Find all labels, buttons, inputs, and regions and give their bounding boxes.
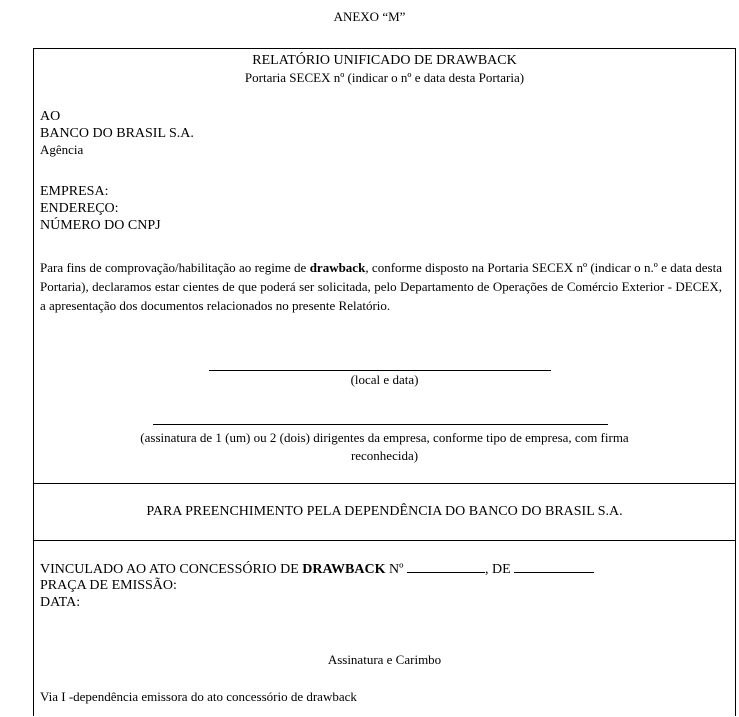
company-name-label: EMPRESA: xyxy=(40,184,109,199)
signature-line xyxy=(153,424,608,425)
report-subtitle: Portaria SECEX nº (indicar o nº e data desta Portaria) xyxy=(244,70,525,85)
praca-emissao-label: PRAÇA DE EMISSÃO: xyxy=(40,578,177,593)
report-form-frame xyxy=(33,48,736,716)
bank-section-body xyxy=(34,541,735,717)
company-block xyxy=(40,183,161,234)
vinculado-bold: DRAWBACK xyxy=(302,562,386,577)
addressee-block xyxy=(40,108,194,158)
company-cnpj-label: NÚMERO DO CNPJ xyxy=(40,218,161,233)
declaration-part1: Para fins de comprovação/habilitação ao regime de xyxy=(40,260,310,275)
declaration-paragraph xyxy=(40,258,722,315)
declaration-bold-term: drawback xyxy=(309,260,366,275)
vinculado-de-label: , DE xyxy=(484,562,515,577)
addressee-line-agency: Agência xyxy=(40,142,84,157)
vinculado-prefix: VINCULADO AO ATO CONCESSÓRIO DE xyxy=(40,562,303,577)
addressee-line-ao: AO xyxy=(40,109,61,124)
declaration-part2: , conforme disposto na Portaria SECEX nº (indicar o n.º e data desta Portaria), declaramos estar cientes de que poderá ser solicitada, pelo Departamento de Operações de Comércio Exterior - DECEX, a apresentação dos documentos relacionados no presente Relatório. xyxy=(40,260,722,313)
act-number-blank xyxy=(407,560,485,573)
act-date-blank xyxy=(514,560,594,573)
via-label: Via I -dependência emissora do ato concessório de drawback xyxy=(40,689,357,704)
stamp-label: Assinatura e Carimbo xyxy=(327,652,442,667)
report-title: RELATÓRIO UNIFICADO DE DRAWBACK xyxy=(252,53,517,68)
data-label: DATA: xyxy=(40,595,81,610)
signature-label-line2: reconhecida) xyxy=(350,448,419,463)
signature-label-line1: (assinatura de 1 (um) ou 2 (dois) dirigentes da empresa, conforme tipo de empresa, com firma xyxy=(140,430,629,445)
bank-section-title: PARA PREENCHIMENTO PELA DEPENDÊNCIA DO BANCO DO BRASIL S.A. xyxy=(146,504,623,519)
addressee-line-bank: BANCO DO BRASIL S.A. xyxy=(40,126,194,141)
place-date-label: (local e data) xyxy=(350,372,419,387)
vinculado-number-label: Nº xyxy=(385,562,407,577)
report-main-section xyxy=(34,49,735,484)
vinculado-line xyxy=(40,560,594,578)
annex-title: ANEXO “M” xyxy=(333,9,406,24)
company-address-label: ENDEREÇO: xyxy=(40,201,119,216)
bank-section-header xyxy=(34,484,735,541)
place-date-line xyxy=(209,370,551,371)
